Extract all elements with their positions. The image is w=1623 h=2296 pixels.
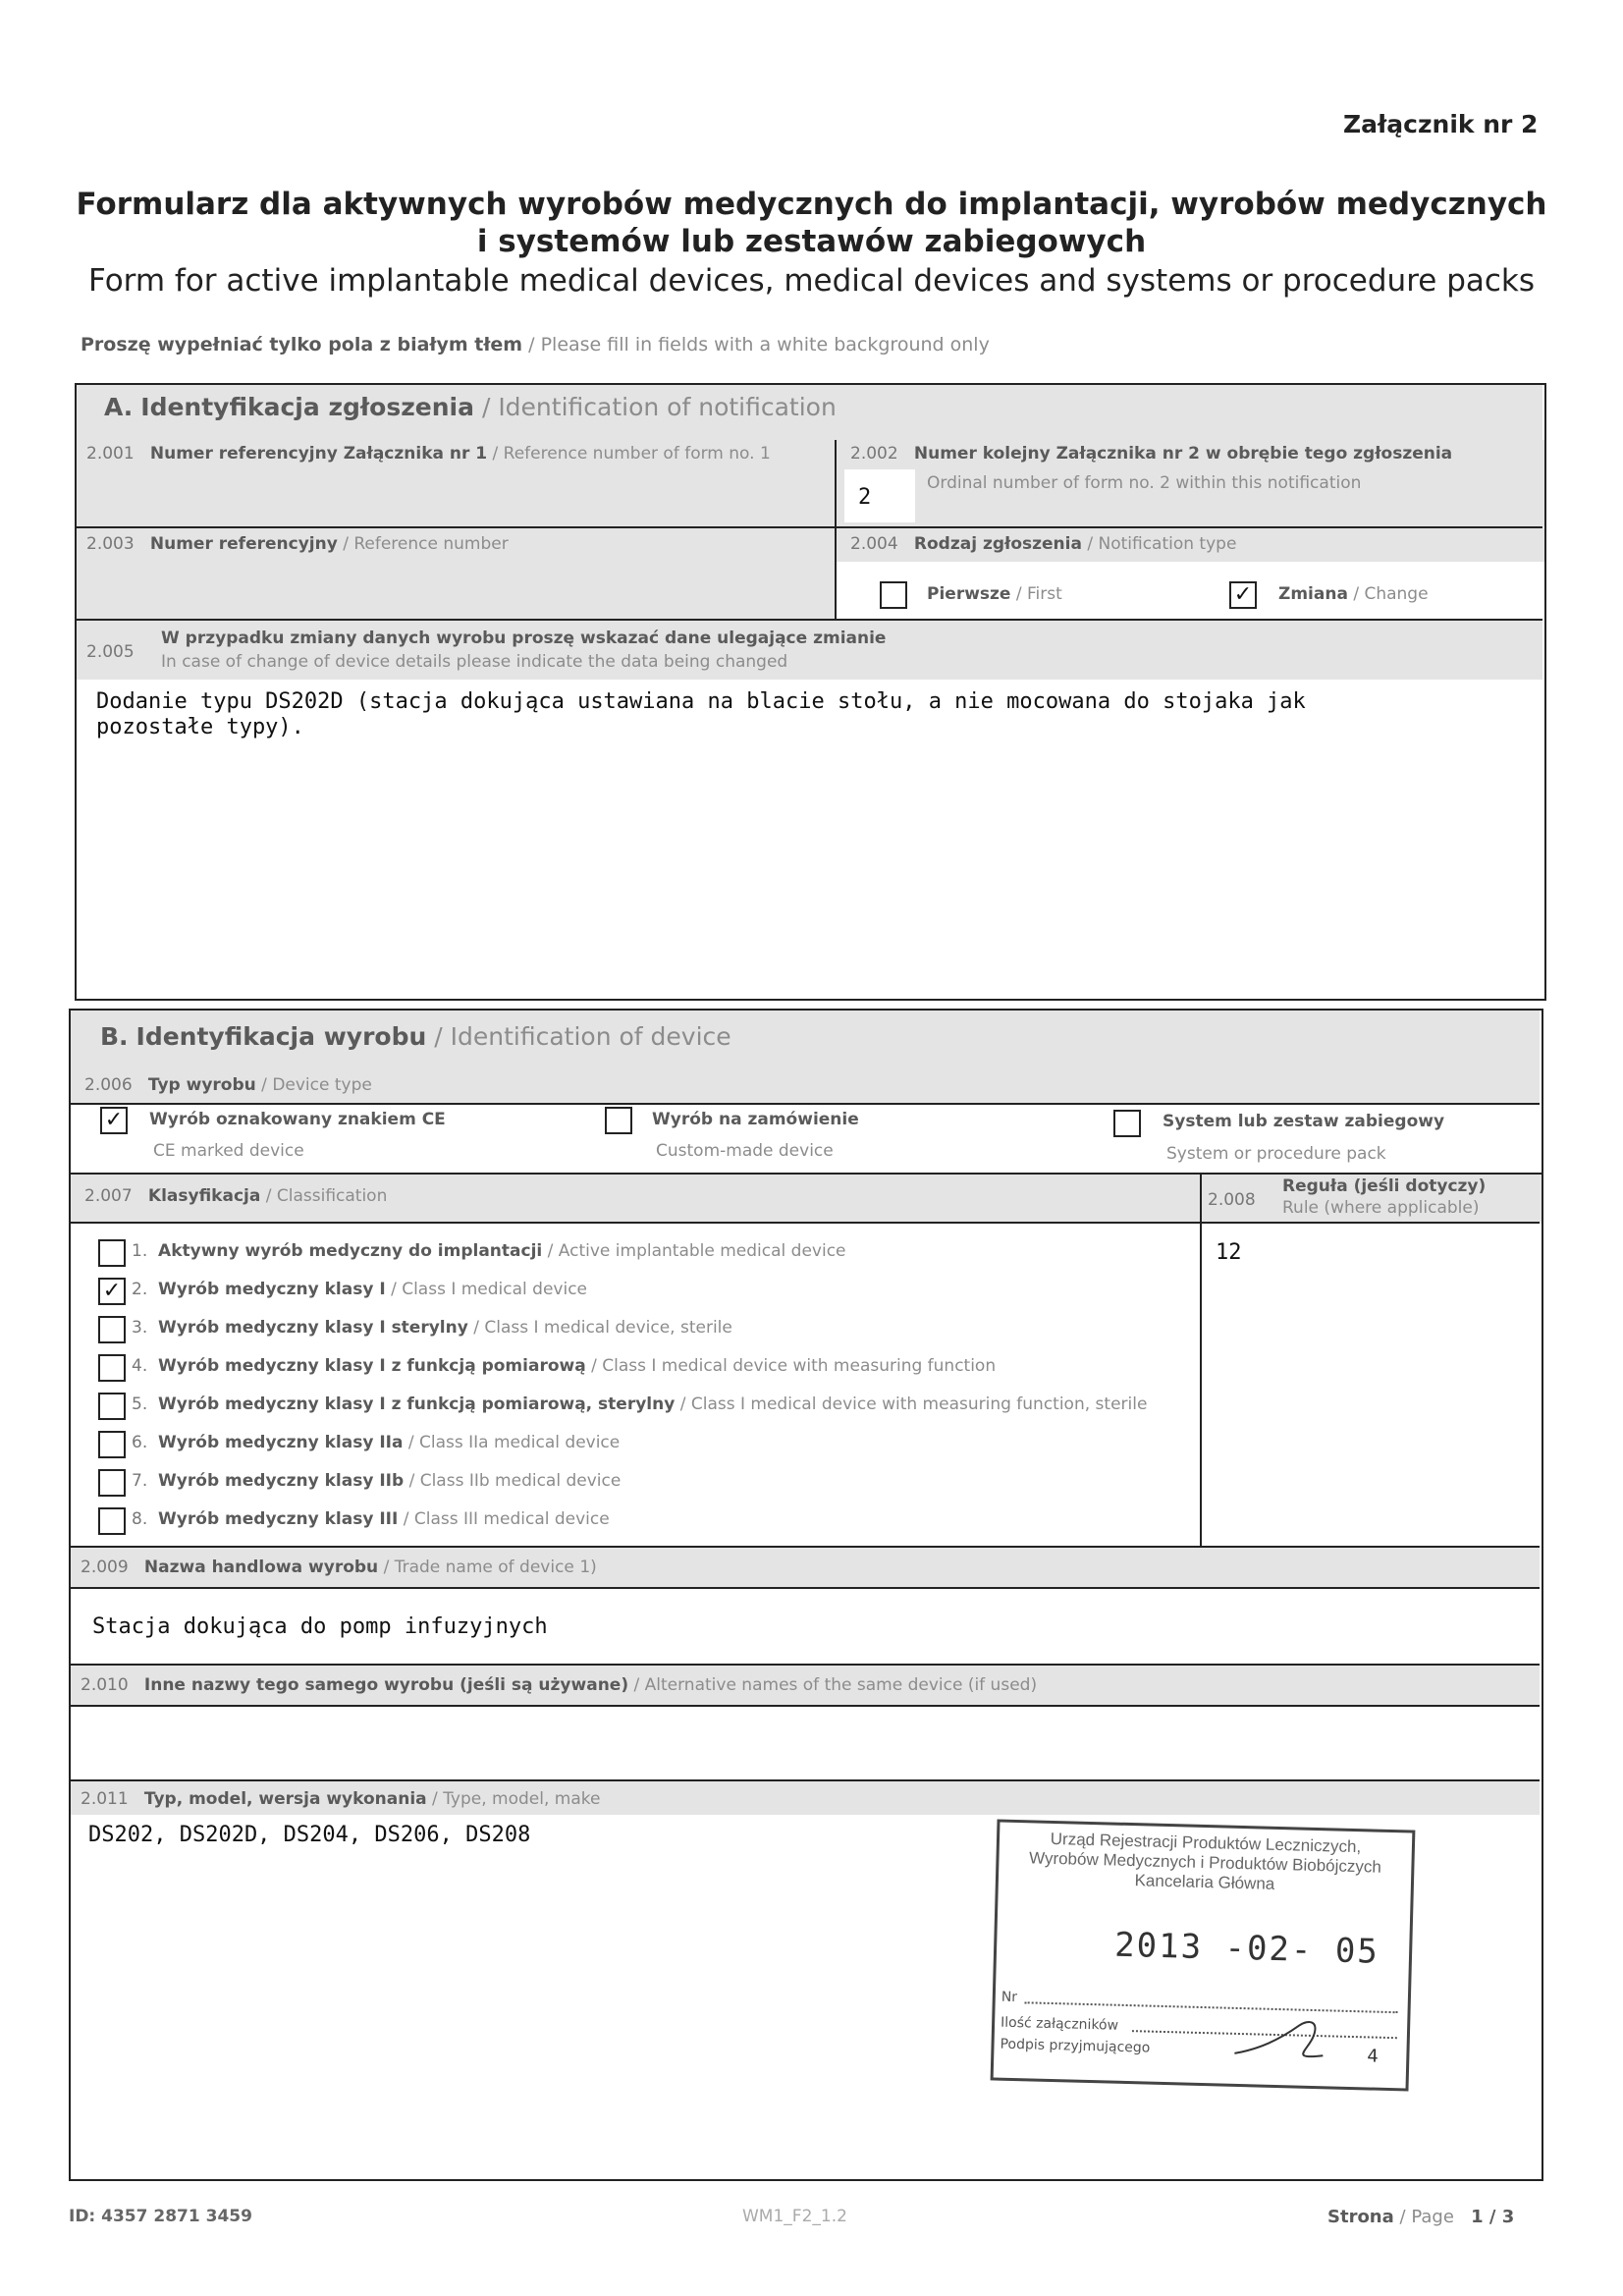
section-b-title-en: Identification of device (450, 1022, 731, 1051)
field-2011-num: 2.011 (81, 1789, 129, 1809)
field-2003-label-pl: Numer referencyjny (149, 534, 338, 554)
field-2006-num: 2.006 (84, 1075, 133, 1095)
field-2004: 2.004 Rodzaj zgłoszenia / Notification type Pierwsze / First ✓ Zmiana / Change (835, 528, 1544, 619)
item-label-en: Class IIb medical device (419, 1471, 622, 1491)
field-2008-header (1200, 1173, 1542, 1224)
checkbox-class-4[interactable] (98, 1354, 126, 1382)
item-label-en: Class III medical device (413, 1509, 610, 1529)
field-2003-num: 2.003 (86, 534, 135, 554)
item-label-en: Active implantable medical device (558, 1241, 846, 1261)
section-a-header: A. Identyfikacja zgłoszenia / Identification of notification (77, 385, 1542, 440)
field-2002-value: 2 (858, 485, 872, 510)
checkbox-class-8[interactable] (98, 1507, 126, 1535)
field-2005-label-pl: W przypadku zmiany danych wyrobu proszę wskazać dane ulegające zmianie (161, 629, 887, 648)
item-label-en: Class IIa medical device (419, 1433, 621, 1452)
field-2005-textarea[interactable] (77, 680, 1542, 997)
field-2005-value-line1: Dodanie typu DS202D (stacja dokująca ustawiana na blacie stołu, a nie mocowana do stojaka jak (96, 689, 1306, 714)
instruction-pl: Proszę wypełniać tylko pola z białym tłem (81, 334, 523, 355)
field-2003-label-en: Reference number (353, 534, 509, 554)
item-label-en: Class I medical device (402, 1280, 588, 1299)
field-2006-label-pl: Typ wyrobu (147, 1075, 256, 1095)
checkbox-class-5[interactable] (98, 1393, 126, 1420)
stamp-count: 4 (1367, 2046, 1380, 2067)
field-2009-header: 2.009 Nazwa handlowa wyrobu / Trade name of device 1) (71, 1546, 1540, 1589)
option-change-pl: Zmiana (1278, 584, 1348, 604)
field-2008-label-en: Rule (where applicable) (1282, 1198, 1480, 1218)
field-2005-value-line2: pozostałe typy). (96, 715, 304, 739)
annex-label: Załącznik nr 2 (1343, 110, 1539, 138)
field-2007-num: 2.007 (84, 1186, 133, 1206)
footer-id: ID: 4357 2871 3459 (69, 2207, 252, 2226)
item-number: 1. (132, 1241, 148, 1261)
section-a-title-pl: Identyfikacja zgłoszenia (140, 393, 474, 421)
field-2001-num: 2.001 (86, 444, 135, 464)
field-2008-num: 2.008 (1208, 1190, 1256, 1210)
field-2010-label-pl: Inne nazwy tego samego wyrobu (jeśli są używane) (143, 1675, 629, 1695)
checkbox-class-6[interactable] (98, 1431, 126, 1458)
stamp-nr-label: Nr (1001, 1989, 1018, 2006)
list-item: 6. Wyrób medyczny klasy IIa / Class IIa medical device (98, 1429, 1198, 1464)
field-2006-header: 2.006 Typ wyrobu / Device type (71, 1069, 1540, 1103)
item-label-en: Class I medical device with measuring function (602, 1356, 997, 1376)
field-2011-label-pl: Typ, model, wersja wykonania (143, 1789, 427, 1809)
field-2009-num: 2.009 (81, 1558, 129, 1577)
item-label-pl: Wyrób medyczny klasy IIb (158, 1471, 405, 1491)
item-number: 4. (132, 1356, 148, 1376)
stamp-line1: Urząd Rejestracji Produktów Leczniczych, (1050, 1829, 1362, 1857)
option-ce-marked-pl: Wyrób oznakowany znakiem CE (149, 1110, 446, 1129)
item-label-pl: Aktywny wyrób medyczny do implantacji (158, 1241, 543, 1261)
item-label-en: Class I medical device with measuring function, sterile (690, 1394, 1148, 1414)
field-2009-footnote: 1) (579, 1558, 597, 1577)
item-label-en: Class I medical device, sterile (484, 1318, 732, 1338)
field-2006-label-en: Device type (272, 1075, 372, 1095)
field-2010-num: 2.010 (81, 1675, 129, 1695)
footer-page-pl: Strona (1327, 2207, 1394, 2227)
checkbox-class-3[interactable] (98, 1316, 126, 1343)
option-system-pack-pl: System lub zestaw zabiegowy (1163, 1112, 1445, 1131)
classification-list (98, 1237, 1198, 1532)
item-label-pl: Wyrób medyczny klasy I sterylny (158, 1318, 468, 1338)
field-2002 (835, 440, 1544, 526)
section-b-header: B. Identyfikacja wyrobu / Identification of device (71, 1011, 1540, 1069)
list-item: 7. Wyrób medyczny klasy IIb / Class IIb medical device (98, 1467, 1198, 1503)
field-2011-value: DS202, DS202D, DS204, DS206, DS208 (88, 1823, 531, 1847)
checkbox-system-pack[interactable] (1113, 1110, 1141, 1137)
footer-page: Strona / Page 1 / 3 (1327, 2207, 1515, 2227)
field-2002-input[interactable] (844, 469, 915, 522)
item-number: 3. (132, 1318, 148, 1338)
footer-page-num: 1 / 3 (1471, 2207, 1515, 2227)
field-2002-label-pl: Numer kolejny Załącznika nr 2 w obrębie tego zgłoszenia (913, 444, 1453, 464)
item-number: 2. (132, 1280, 148, 1299)
field-2002-label-en: Ordinal number of form no. 2 within this notification (927, 473, 1362, 493)
field-2001-label-en: Reference number of form no. 1 (503, 444, 771, 464)
field-2004-num: 2.004 (850, 534, 898, 554)
field-2009-label-pl: Nazwa handlowa wyrobu (143, 1558, 379, 1577)
field-2007-header: 2.007 Klasyfikacja / Classification (71, 1173, 1200, 1224)
checkbox-custom-made[interactable] (605, 1107, 632, 1134)
field-2009-label-en: Trade name of device (394, 1558, 574, 1577)
list-item: ✓ 2. Wyrób medyczny klasy I / Class I medical device (98, 1276, 1198, 1311)
field-2005-label-en: In case of change of device details please indicate the data being changed (161, 652, 788, 672)
field-2008-value[interactable]: 12 (1216, 1240, 1242, 1265)
field-2010-input[interactable] (71, 1705, 1540, 1779)
checkbox-first[interactable] (880, 581, 907, 609)
field-2011-label-en: Type, model, make (443, 1789, 601, 1809)
list-item: 4. Wyrób medyczny klasy I z funkcją pomiarową / Class I medical device with measuring function (98, 1352, 1198, 1388)
title-pl-line1: Formularz dla aktywnych wyrobów medycznych do implantacji, wyrobów medycznych (76, 187, 1547, 222)
field-2010-label-en: Alternative names of the same device (if used) (644, 1675, 1038, 1695)
checkbox-class-1[interactable] (98, 1239, 126, 1267)
option-custom-made-en: Custom-made device (656, 1141, 834, 1161)
list-item: 1. Aktywny wyrób medyczny do implantacji / Active implantable medical device (98, 1237, 1198, 1273)
stamp-line3: Kancelaria Główna (1134, 1871, 1275, 1893)
section-b-letter: B. (100, 1022, 129, 1051)
fill-instruction: Proszę wypełniać tylko pola z białym tłem / Please fill in fields with a white background only (81, 334, 990, 355)
section-b-title-pl: Identyfikacja wyrobu (135, 1022, 427, 1051)
list-item: 3. Wyrób medyczny klasy I sterylny / Class I medical device, sterile (98, 1314, 1198, 1349)
option-system-pack-en: System or procedure pack (1166, 1144, 1386, 1164)
checkbox-change[interactable]: ✓ (1229, 581, 1257, 609)
option-change-en: Change (1364, 584, 1429, 604)
item-label-pl: Wyrób medyczny klasy I z funkcją pomiarową (158, 1356, 586, 1376)
field-2004-label-pl: Rodzaj zgłoszenia (913, 534, 1082, 554)
item-number: 5. (132, 1394, 148, 1414)
item-label-pl: Wyrób medyczny klasy I (158, 1280, 386, 1299)
registration-stamp (991, 1819, 1416, 2091)
stamp-line2: Wyrobów Medycznych i Produktów Biobójczych (1028, 1848, 1382, 1877)
checkbox-class-2[interactable]: ✓ (98, 1278, 126, 1305)
item-number: 6. (132, 1433, 148, 1452)
item-label-pl: Wyrób medyczny klasy IIa (158, 1433, 404, 1452)
instruction-en: Please fill in fields with a white background only (540, 334, 990, 355)
footer-form-code: WM1_F2_1.2 (742, 2207, 847, 2226)
field-2005-num: 2.005 (86, 642, 135, 662)
checkbox-class-7[interactable] (98, 1469, 126, 1497)
field-2003: 2.003 Numer referencyjny / Reference number (77, 528, 835, 619)
item-number: 8. (132, 1509, 148, 1529)
field-2010-header: 2.010 Inne nazwy tego samego wyrobu (jeśli są używane) / Alternative names of the same device (if used) (71, 1664, 1540, 1707)
item-label-pl: Wyrób medyczny klasy III (158, 1509, 399, 1529)
option-first-pl: Pierwsze (927, 584, 1011, 604)
field-2011-header: 2.011 Typ, model, wersja wykonania / Type, model, make (71, 1779, 1540, 1815)
section-a-title-en: Identification of notification (498, 393, 837, 421)
field-2008-label-pl: Reguła (jeśli dotyczy) (1282, 1176, 1487, 1196)
item-label-pl: Wyrób medyczny klasy I z funkcją pomiarową, sterylny (158, 1394, 676, 1414)
option-first-en: First (1027, 584, 1062, 604)
option-custom-made-pl: Wyrób na zamówienie (652, 1110, 859, 1129)
title-pl-line2: i systemów lub zestawów zabiegowych (476, 224, 1147, 259)
field-2004-label-en: Notification type (1098, 534, 1237, 554)
item-number: 7. (132, 1471, 148, 1491)
field-2005-header (77, 621, 1542, 680)
field-2009-input[interactable] (71, 1587, 1540, 1664)
divider (71, 1103, 1540, 1105)
list-item: 8. Wyrób medyczny klasy III / Class III medical device (98, 1505, 1198, 1541)
option-ce-marked-en: CE marked device (153, 1141, 304, 1161)
title-en: Form for active implantable medical devices, medical devices and systems or procedure packs (87, 263, 1536, 299)
list-item: 5. Wyrób medyczny klasy I z funkcją pomiarową, sterylny / Class I medical device with measuring function, sterile (98, 1391, 1198, 1426)
divider (1200, 1222, 1202, 1546)
checkbox-ce-marked[interactable]: ✓ (100, 1107, 128, 1134)
field-2009-value: Stacja dokująca do pomp infuzyjnych (92, 1614, 548, 1639)
footer-page-en: Page (1411, 2207, 1454, 2227)
stamp-date: 2013 -02- 05 (1113, 1925, 1380, 1972)
field-2007-label-pl: Klasyfikacja (147, 1186, 261, 1206)
section-a-letter: A. (104, 393, 134, 421)
field-2007-label-en: Classification (276, 1186, 388, 1206)
divider (71, 1222, 1540, 1224)
stamp-attachments-label: Ilość załączników (1000, 2014, 1119, 2034)
field-2002-num: 2.002 (850, 444, 898, 464)
signature-scribble (1229, 2009, 1339, 2071)
field-2001: 2.001 Numer referencyjny Załącznika nr 1 / Reference number of form no. 1 (77, 440, 835, 526)
field-2001-label-pl: Numer referencyjny Załącznika nr 1 (149, 444, 488, 464)
stamp-signature-label: Podpis przyjmującego (1000, 2036, 1151, 2056)
